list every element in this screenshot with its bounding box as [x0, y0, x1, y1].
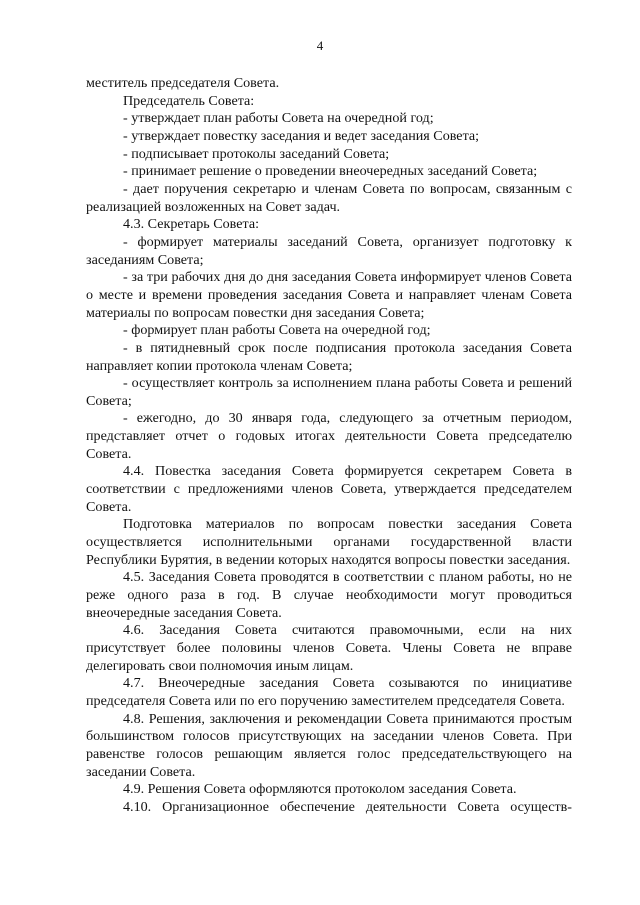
list-item: - формирует материалы заседаний Совета, организует подготовку к заседаниям Совета; — [86, 233, 572, 268]
paragraph-4-9: 4.9. Решения Совета оформляются протоколом заседания Совета. — [123, 781, 517, 798]
list-item: - ежегодно, до 30 января года, следующего за отчетным периодом, представляет отчет о годовых итогах деятельности Совета председателю Совета. — [86, 410, 572, 462]
page-number: 4 — [316, 38, 324, 53]
paragraph-4-4: 4.4. Повестка заседания Совета формируется секретарем Совета в соответствии с предложениями членов Совета, утверждается председателем Совета. — [86, 463, 572, 515]
paragraph-4-8: 4.8. Решения, заключения и рекомендации Совета принимаются простым большинством голосов присутствующих на заседании членов Совета. При равенстве голосов решающим является голос председательствующего на заседании Совета. — [86, 710, 572, 780]
list-item: - утверждает план работы Совета на очередной год; — [123, 110, 434, 127]
list-item: - дает поручения секретарю и членам Совета по вопросам, связанным с реализацией возложенных на Совет задач. — [86, 180, 572, 215]
list-item: - принимает решение о проведении внеочередных заседаний Совета; — [123, 163, 538, 180]
list-item: - в пятидневный срок после подписания протокола заседания Совета направляет копии протокола членам Совета; — [86, 339, 572, 374]
list-item: - осуществляет контроль за исполнением плана работы Совета и решений Совета; — [86, 375, 572, 409]
paragraph-4-7: 4.7. Внеочередные заседания Совета созываются по инициативе председателя Совета или по его поручению заместителем председателя Совета. — [86, 675, 572, 709]
paragraph-4-6: 4.6. Заседания Совета считаются правомочными, если на них присутствует более половины членов Совета. Члены Совета не вправе делегировать свои полномочия иным лицам. — [86, 622, 572, 674]
list-item: - за три рабочих дня до дня заседания Совета информирует членов Совета о месте и времени проведения заседания Совета и направляет членам Совета материалы по вопросам повестки дня заседания Совета; — [86, 269, 572, 321]
list-item: - формирует план работы Совета на очередной год; — [123, 322, 431, 339]
paragraph-4-5: 4.5. Заседания Совета проводятся в соответствии с планом работы, но не реже одного раза в год. В случае необходимости могут проводиться внеочередные заседания Совета. — [86, 569, 572, 621]
paragraph-chairman-heading: Председатель Совета: — [123, 92, 255, 109]
paragraph-continuation: меститель председателя Совета. — [86, 75, 280, 91]
paragraph-4-10: 4.10. Организационное обеспечение деятельности Совета осуществ- — [123, 798, 572, 815]
paragraph-secretary-heading: 4.3. Секретарь Совета: — [123, 216, 260, 233]
document-body — [86, 75, 572, 817]
list-item: - подписывает протоколы заседаний Совета; — [123, 145, 390, 162]
paragraph-preparation: Подготовка материалов по вопросам повестки заседания Совета осуществляется исполнительными органами государственной власти Республики Бурятия, в ведении которых находятся вопросы повестки заседания. — [86, 516, 572, 568]
list-item: - утверждает повестку заседания и ведет заседания Совета; — [123, 127, 480, 144]
